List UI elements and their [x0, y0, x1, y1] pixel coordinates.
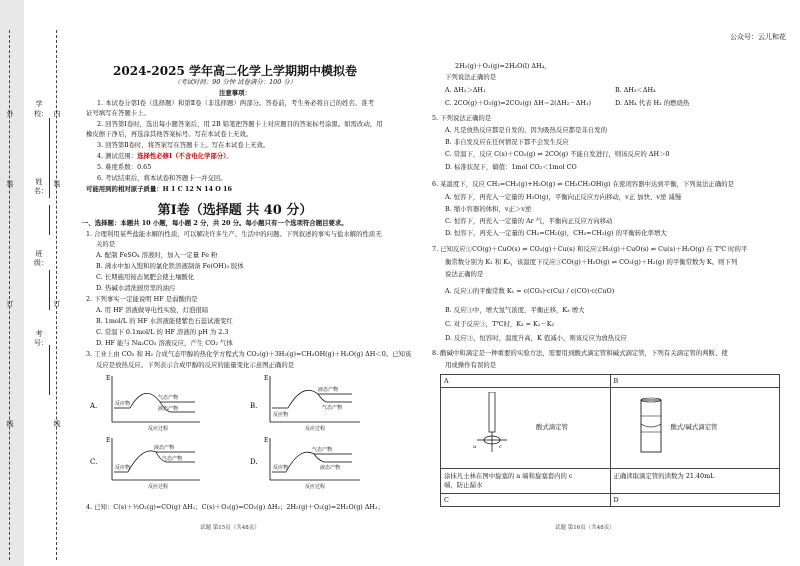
diagram-a-reactant: 反应物 — [115, 401, 131, 407]
energy-diagrams — [90, 372, 410, 492]
q7-option-b: B. 反应③中，增大氢气浓度，平衡正移，K₃ 增大 — [445, 306, 585, 314]
notice-2b: 橡皮擦干净后，再选涂其他答案标号。写在本试卷上无效。 — [86, 130, 253, 138]
diagram-a — [90, 375, 200, 432]
q6-option-c: C. 恒容下，再充入一定量的 Ar 气，平衡向正反应方向移动 — [445, 217, 613, 225]
footer-right: 试题 第16页（共48页） — [555, 525, 615, 531]
diagram-a-process: 反应过程 — [148, 426, 169, 432]
diagram-d-reactant: 反应物 — [273, 465, 289, 471]
diagram-b-process: 反应过程 — [305, 426, 326, 432]
number-underline — [49, 345, 50, 395]
section-desc: 一、选择题：本题共 10 小题，每小题 2 分，共 20 分。每小题只有一个选项符合题目要求。 — [82, 219, 348, 227]
table-cell-b-desc: 正确读取滴定管的读数为 21.40mL — [610, 469, 780, 494]
q4-option-a: A. ΔH₂＞ΔH₁ — [445, 86, 486, 94]
q6-stem: 6. 某温度下，反应 CH₂=CH₂(g)+H₂O(g) ⇌ CH₃CH₂OH(g) 在密闭容器中达到平衡，下列说法正确的是 — [432, 180, 734, 188]
q4-option-c: C. 2CO(g)＋O₂(g)=2CO₂(g) ΔH＝2(ΔH₂－ΔH₁) — [445, 99, 592, 107]
q2-stem: 2. 下列事实一定能说明 HF 是弱酸的是 — [86, 295, 198, 303]
q7-option-c: C. 对于反应③，T℃时，K₃ = K₁－K₂ — [445, 320, 555, 328]
mark-outer-4: 线 — [6, 420, 14, 428]
q5-option-c: C. 常温下，反应 C(s)＋CO₂(g) ⇌ 2CO(g) 不能自发进行，则该反应的 ΔH＞0 — [445, 150, 670, 158]
q7-stem-3: 说法正确的是 — [445, 270, 484, 278]
svg-text:a: a — [473, 444, 476, 450]
q1-option-d: D. 热碱水清洗厨房里的油污 — [96, 284, 176, 292]
notice-1b: 证号填写在答题卡上。 — [86, 109, 150, 117]
q1-option-b: B. 沸水中加入饱和的氯化铁溶液制备 Fe(OH)₃ 胶体 — [96, 262, 244, 270]
notice-1a: 1. 本试卷分第Ⅰ卷（选择题）和第Ⅱ卷（非选择题）两部分。答卷前，考生务必将自己的姓名、准考 — [97, 99, 375, 107]
q2-option-a: A. 用 HF 溶液做导电性实验，灯泡很暗 — [96, 306, 209, 314]
diagram-d-liquid: 液态产物 — [320, 465, 341, 471]
table-cell-a-desc — [441, 469, 611, 494]
mark-inner-4: 线 — [53, 420, 61, 428]
q8-stem-2: 用或操作有误的是 — [445, 361, 497, 369]
q5-option-b: B. 非自发反应在任何情况下都不会发生反应 — [445, 138, 569, 146]
q7-option-d: D. 反应③，恒容时，温度升高，K 值减小，则该反应为放热反应 — [445, 334, 627, 342]
binding-strip — [0, 0, 24, 566]
atomic-masses: 可能用到的相对原子质量：H 1 C 12 N 14 O 16 — [86, 185, 232, 193]
class-underline — [49, 270, 50, 310]
q2-option-b: B. 1mol/L 的 HF 水溶液能使紫色石蕊试液变红 — [96, 317, 233, 325]
q4-option-b: B. ΔH₃＜ΔH₄ — [615, 86, 656, 94]
diagram-c-process: 反应过程 — [148, 484, 169, 490]
footer-left: 试题 第15页（共48页） — [200, 525, 260, 531]
q2-option-c: C. 常温下 0.1mol/L 的 HF 溶液的 pH 为 2.3 — [96, 328, 229, 336]
q4-option-d: D. ΔH₄ 代表 H₂ 的燃烧热 — [615, 99, 690, 107]
q1-stem-1: 1. 合理利用某些盐能水解的性质，可以解决许多生产、生活中的问题。下列叙述的事实与盐水解的性质无 — [86, 230, 382, 238]
notice-4: 4. 测试范围：选择性必修Ⅰ（不含电化学部分）。 — [97, 152, 233, 160]
table-header-d: D — [610, 494, 780, 507]
table-header-b: B — [610, 375, 780, 388]
mark-inner-3: 订 — [53, 300, 61, 308]
q3-stem-2: 反应是放热反应。下列表示合成甲醇的反应的能量变化示意图正确的是 — [96, 361, 295, 369]
notice-3: 3. 回答第Ⅱ卷时，将答案写在答题卡上。写在本试卷上无效。 — [97, 141, 270, 149]
burette-reading-icon — [631, 396, 671, 456]
q8-stem-1: 8. 酸碱中和滴定是一种重要的实验方法，需要用到酸式滴定管和碱式滴定管，下列有关滴定管的判断、使 — [432, 349, 728, 357]
table-header-c: C — [441, 494, 611, 507]
diagram-a-e-axis: E — [106, 375, 111, 382]
q5-stem: 5. 下列说法正确的是 — [432, 114, 492, 122]
diagram-b-liquid: 液态产物 — [318, 387, 339, 393]
section-title: 第Ⅰ卷（选择题 共 40 分） — [157, 203, 313, 218]
diagram-d — [250, 437, 360, 490]
q8-table — [440, 374, 780, 507]
cell-a-label: 酸式滴定管 — [536, 423, 568, 431]
diagram-b-e-axis: E — [264, 375, 269, 382]
table-cell-b-figure — [610, 388, 780, 469]
diagram-a-gas: 气态产物 — [158, 395, 179, 401]
q6-option-a: A. 恒容下，再充入一定量的 H₂O(g)，平衡向正反应方向移动，v正 加快、v逆 减慢 — [445, 193, 682, 201]
q4-ask: 下列说法正确的是 — [445, 73, 497, 81]
q7-stem-2: 衡常数分别为 K₁ 和 K₂，该温度下反应③CO(g)＋H₂O(g) ⇌ CO₂(g)＋H₂(g) 的平衡常数为 K。则下列 — [445, 258, 738, 266]
cell-a-desc-2: 端，防止漏水 — [444, 481, 483, 489]
table-cell-a-figure — [441, 388, 611, 469]
diagram-a-letter: A. — [90, 402, 98, 410]
diagram-a-liquid: 液态产物 — [158, 406, 179, 412]
q4-continued: 2H₂(g)＋O₂(g)=2H₂O(l) ΔH₄， — [455, 62, 551, 70]
cell-a-desc-1: 涂抹凡士林在图中旋塞的 a 端和旋塞套内的 c — [444, 472, 573, 480]
diagram-c-gas: 气态产物 — [162, 456, 183, 462]
q1-stem-2: 关的是 — [96, 240, 116, 248]
q4-stem: 4. 已知：C(s)＋½O₂(g)=CO(g) ΔH₁；C(s)＋O₂(g)=CO₂(g) ΔH₂；2H₂(g)＋O₂(g)=2H₂O(g) ΔH₃； — [86, 503, 384, 511]
mark-outer-3: 订 — [6, 300, 14, 308]
q2-option-d: D. HF 能与 Na₂CO₃ 溶液反应，产生 CO₂ 气体 — [96, 339, 233, 347]
q7-stem-1: 7. 已知反应①CO(g)＋CuO(s) ⇌ CO₂(g)＋Cu(s) 和反应②H₂(g)＋CuO(s) ⇌ Cu(s)＋H₂O(g) 在 T℃ 时的平 — [432, 245, 748, 253]
diagram-d-letter: D. — [250, 458, 258, 466]
notice-2a: 2. 回答第Ⅰ卷时，选出每小题答案后，用 2B 铅笔把答题卡上对应题目的答案标号涂黑。如需改动，用 — [97, 120, 383, 128]
label-class: 班级： — [34, 250, 48, 267]
q1-option-c: C. 长期施用铵态氮肥会使土壤酸化 — [96, 273, 195, 281]
label-school-2: 校： — [34, 110, 48, 118]
q3-stem-1: 3. 工业上由 CO₂ 和 H₂ 合成气态甲醇的热化学方程式为 CO₂(g)＋3H₂(g)=CH₃OH(g)＋H₂O(g) ΔH＜0。已知该 — [86, 350, 412, 358]
notice-title: 注意事项： — [219, 89, 251, 97]
diagram-c-letter: C. — [90, 458, 98, 466]
q1-option-a: A. 配制 FeSO₄ 溶液时，加入一定量 Fe 粉 — [96, 251, 218, 259]
diagram-b-reactant: 反应物 — [273, 412, 289, 418]
notice-6: 6. 考试结束后，将本试卷和答题卡一并交回。 — [97, 174, 227, 182]
exam-title: 2024-2025 学年高二化学上学期期中模拟卷 — [113, 64, 357, 78]
q5-option-a: A. 凡是放热反应都是自发的，因为吸热反应都是非自发的 — [445, 126, 608, 134]
wechat-label: 公众号：云儿和花 — [730, 33, 786, 41]
exam-subtitle: （考试时间：90 分钟 试卷满分：100 分） — [173, 78, 297, 86]
diagram-c-e-axis: E — [106, 437, 111, 444]
diagram-d-gas: 气态产物 — [312, 447, 333, 453]
mark-outer-2: 装 — [6, 180, 14, 188]
diagram-b-letter: B. — [250, 402, 258, 410]
label-number: 考号： — [34, 330, 48, 347]
mark-inner-2: 装 — [53, 180, 61, 188]
diagram-d-e-axis: E — [264, 437, 269, 444]
mark-inner-1: 内 — [53, 110, 61, 118]
label-name: 姓名： — [34, 178, 48, 195]
diagram-c-reactant: 反应物 — [115, 465, 131, 471]
burette-acid-icon — [459, 392, 529, 462]
name-underline — [49, 205, 50, 235]
diagram-c-liquid: 液态产物 — [154, 445, 175, 451]
school-underline — [49, 118, 50, 198]
label-school-1: 学 — [35, 100, 43, 108]
diagram-d-process: 反应过程 — [305, 484, 326, 490]
diagram-b-gas: 气态产物 — [322, 405, 343, 411]
q6-option-b: B. 缩小容器的体积，v正＞v逆 — [445, 205, 532, 213]
q5-option-d: D. 标准状况下，熵值：1mol CO₂＜1mol CO — [445, 163, 577, 171]
diagram-c — [90, 437, 200, 490]
diagram-b — [250, 375, 360, 432]
svg-text:c: c — [499, 444, 502, 450]
q7-option-a: A. 反应①的平衡常数 K₁ = c(CO₂)·c(Cu) / c(CO)·c(CuO) — [445, 287, 615, 295]
table-header-a: A — [441, 375, 611, 388]
notice-5: 5. 难度系数：0.65 — [97, 163, 152, 171]
q6-option-d: D. 恒容下，再充入一定量的 CH₂=CH₂(g)，CH₂=CH₂(g) 的平衡转化率增大 — [445, 229, 667, 237]
cell-b-label: 酸式/碱式滴定管 — [670, 423, 718, 431]
mark-outer-1: 外 — [6, 110, 14, 118]
